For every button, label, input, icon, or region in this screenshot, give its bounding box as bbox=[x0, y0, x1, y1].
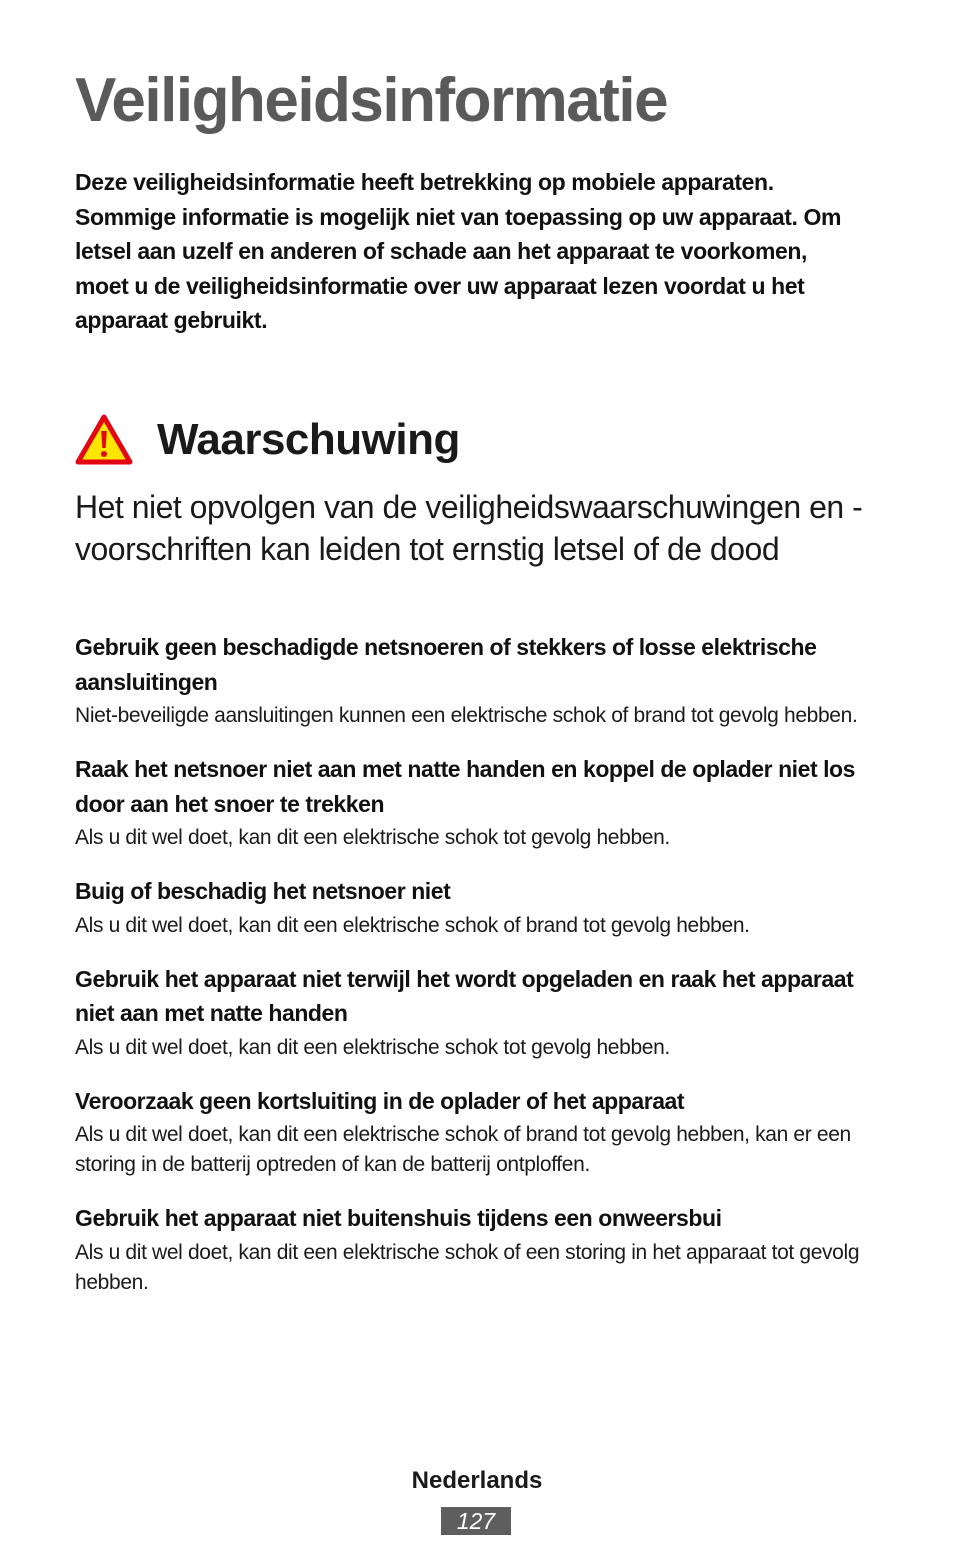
intro-paragraph: Deze veiligheidsinformatie heeft betrekking op mobiele apparaten. Sommige informatie is mogelijk niet van toepassing op uw apparaat. Om letsel aan uzelf en anderen of schade aan het apparaat te voorkomen, moet u de veiligheidsinformatie over uw apparaat lezen voordat u het apparaat gebruikt. bbox=[75, 169, 842, 333]
list-item bbox=[75, 1084, 887, 1181]
item-heading: Gebruik geen beschadigde netsnoeren of stekkers of losse elektrische aansluitingen bbox=[75, 634, 817, 695]
item-heading: Buig of beschadig het netsnoer niet bbox=[75, 878, 451, 904]
list-item bbox=[75, 1201, 887, 1298]
warning-triangle-icon bbox=[75, 414, 133, 466]
list-item bbox=[75, 752, 887, 853]
item-heading: Veroorzaak geen kortsluiting in de oplader of het apparaat bbox=[75, 1087, 685, 1114]
footer-language: Nederlands bbox=[411, 1467, 543, 1494]
item-text: Als u dit wel doet, kan dit een elektrische schok of een storing in het apparaat tot gevolg hebben. bbox=[75, 1240, 860, 1294]
list-item bbox=[75, 630, 887, 731]
item-heading: Gebruik het apparaat niet terwijl het wordt opgeladen en raak het apparaat niet aan met natte handen bbox=[75, 965, 854, 1026]
item-text: Niet-beveiligde aansluitingen kunnen een elektrische schok of brand tot gevolg hebben. bbox=[75, 704, 858, 727]
safety-items-list bbox=[75, 630, 887, 1319]
warning-subtitle: Het niet opvolgen van de veiligheidswaarschuwingen en -voorschriften kan leiden tot ernstig letsel of de dood bbox=[75, 489, 863, 567]
warning-header bbox=[75, 410, 460, 470]
item-text: Als u dit wel doet, kan dit een elektrische schok tot gevolg hebben. bbox=[75, 826, 670, 849]
item-text: Als u dit wel doet, kan dit een elektrische schok of brand tot gevolg hebben. bbox=[75, 913, 750, 937]
item-heading: Raak het netsnoer niet aan met natte handen en koppel de oplader niet los door aan het snoer te trekken bbox=[75, 756, 855, 817]
item-text: Als u dit wel doet, kan dit een elektrische schok of brand tot gevolg hebben, kan er een storing in de batterij optreden of kan de batterij ontploffen. bbox=[75, 1123, 851, 1176]
item-text: Als u dit wel doet, kan dit een elektrische schok tot gevolg hebben. bbox=[75, 1035, 670, 1059]
page-title: Veiligheidsinformatie bbox=[75, 66, 668, 135]
list-item bbox=[75, 874, 887, 941]
page-number: 127 bbox=[441, 1507, 511, 1535]
list-item bbox=[75, 962, 887, 1063]
item-heading: Gebruik het apparaat niet buitenshuis tijdens een onweersbui bbox=[75, 1205, 722, 1231]
warning-title: Waarschuwing bbox=[157, 415, 460, 464]
